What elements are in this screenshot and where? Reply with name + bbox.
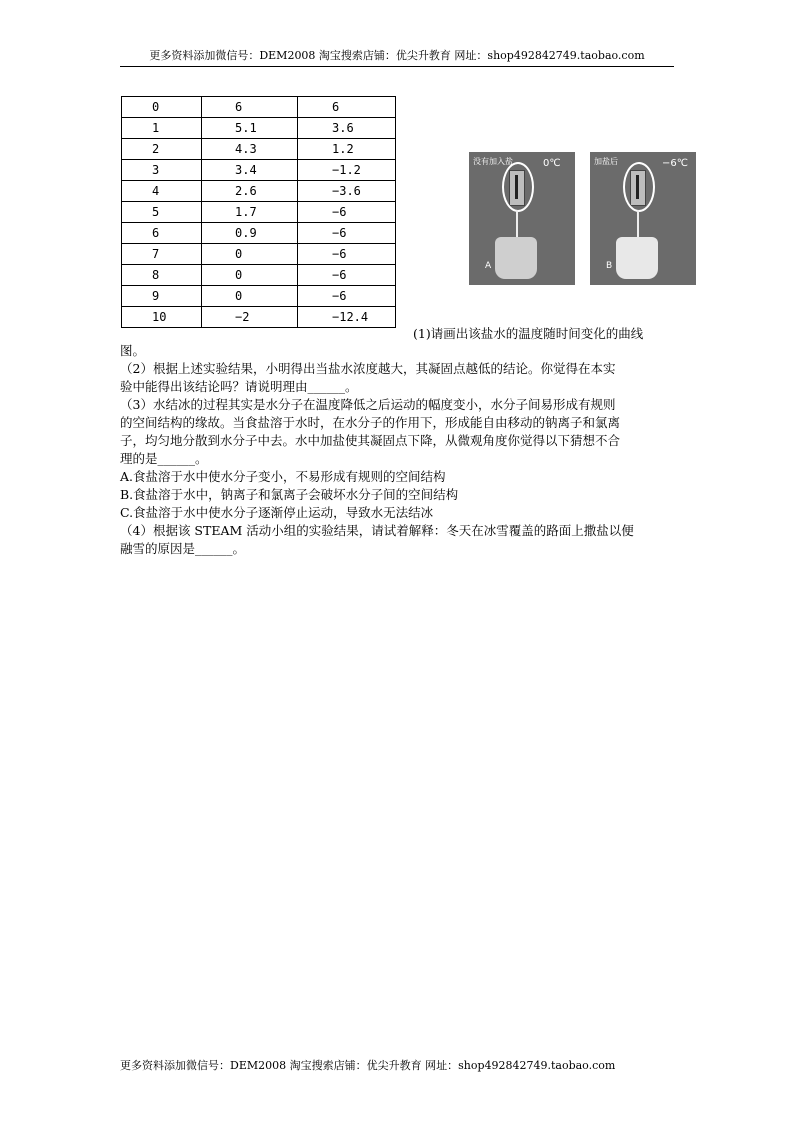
table-row bbox=[122, 139, 396, 160]
photo-b-letter: B bbox=[606, 261, 613, 271]
photo-a-label: 没有加入盐 bbox=[473, 157, 513, 166]
table-row bbox=[122, 118, 396, 139]
question-3-line3: 子，均匀地分散到水分子中去。水中加盐使其凝固点下降，从微观角度你觉得以下猜想不合 bbox=[120, 433, 621, 448]
table-row bbox=[122, 307, 396, 328]
table-cell: 6 bbox=[202, 97, 298, 118]
table-row bbox=[122, 202, 396, 223]
stir-rod bbox=[516, 210, 518, 240]
table-row bbox=[122, 223, 396, 244]
table-cell: 1 bbox=[122, 118, 202, 139]
question-4-line2: 融雪的原因是______。 bbox=[120, 541, 246, 556]
table-cell: 4.3 bbox=[202, 139, 298, 160]
question-1-cont: 图。 bbox=[120, 343, 146, 358]
question-1: (1)请画出该盐水的温度随时间变化的曲线 bbox=[413, 326, 644, 341]
table-row bbox=[122, 97, 396, 118]
question-2-line1: （2）根据上述实验结果，小明得出当盐水浓度越大，其凝固点越低的结论。你觉得在本实 bbox=[120, 361, 616, 376]
table-cell: −6 bbox=[298, 202, 396, 223]
table-cell: 0 bbox=[122, 97, 202, 118]
stir-rod bbox=[637, 210, 639, 240]
table-cell: 3 bbox=[122, 160, 202, 181]
photo-a-letter: A bbox=[485, 261, 492, 271]
photo-with-salt bbox=[590, 152, 696, 285]
table-cell: −6 bbox=[298, 286, 396, 307]
question-3-line1: （3）水结冰的过程其实是水分子在温度降低之后运动的幅度变小，水分子间易形成有规则 bbox=[120, 397, 616, 412]
photo-b-label: 加盐后 bbox=[594, 157, 618, 166]
table-cell: −6 bbox=[298, 265, 396, 286]
table-cell: −6 bbox=[298, 223, 396, 244]
option-b: B.食盐溶于水中，钠离子和氯离子会破坏水分子间的空间结构 bbox=[120, 487, 459, 502]
table-cell: 3.4 bbox=[202, 160, 298, 181]
table-cell: 6 bbox=[122, 223, 202, 244]
table-cell: 3.6 bbox=[298, 118, 396, 139]
table-cell: 5.1 bbox=[202, 118, 298, 139]
table-row bbox=[122, 160, 396, 181]
table-cell: 2 bbox=[122, 139, 202, 160]
cup-ice bbox=[616, 237, 658, 279]
question-2-line2: 验中能得出该结论吗？请说明理由______。 bbox=[120, 379, 358, 394]
option-a: A.食盐溶于水中使水分子变小，不易形成有规则的空间结构 bbox=[120, 469, 446, 484]
photo-without-salt bbox=[469, 152, 575, 285]
option-c: C.食盐溶于水中使水分子逐渐停止运动，导致水无法结冰 bbox=[120, 505, 434, 520]
table-cell: 2.6 bbox=[202, 181, 298, 202]
photo-a-temp: 0℃ bbox=[543, 158, 561, 169]
table-cell: 8 bbox=[122, 265, 202, 286]
question-3-line4: 理的是______。 bbox=[120, 451, 208, 466]
table-cell: 1.7 bbox=[202, 202, 298, 223]
table-cell: 5 bbox=[122, 202, 202, 223]
table-row bbox=[122, 181, 396, 202]
cup-ice bbox=[495, 237, 537, 279]
table-cell: 9 bbox=[122, 286, 202, 307]
page-header: 更多资料添加微信号：DEM2008 淘宝搜索店铺：优尖升教育 网址：shop492842749.taobao.com bbox=[120, 48, 674, 67]
table-cell: 10 bbox=[122, 307, 202, 328]
table-row bbox=[122, 265, 396, 286]
table-cell: 0.9 bbox=[202, 223, 298, 244]
table-cell: −1.2 bbox=[298, 160, 396, 181]
table-cell: 1.2 bbox=[298, 139, 396, 160]
question-3-line2: 的空间结构的缘故。当食盐溶于水时，在水分子的作用下，形成能自由移动的钠离子和氯离 bbox=[120, 415, 621, 430]
question-4-line1: （4）根据该 STEAM 活动小组的实验结果，请试着解释：冬天在冰雪覆盖的路面上撒盐以便 bbox=[120, 523, 634, 538]
table-cell: −12.4 bbox=[298, 307, 396, 328]
table-row bbox=[122, 286, 396, 307]
table-cell: −2 bbox=[202, 307, 298, 328]
highlight-circle bbox=[502, 162, 534, 212]
table-cell: 0 bbox=[202, 244, 298, 265]
temperature-table bbox=[121, 96, 396, 328]
table-cell: 4 bbox=[122, 181, 202, 202]
table-row bbox=[122, 244, 396, 265]
table-cell: 7 bbox=[122, 244, 202, 265]
photo-b-temp: −6℃ bbox=[662, 158, 688, 169]
table-cell: 6 bbox=[298, 97, 396, 118]
table-cell: −3.6 bbox=[298, 181, 396, 202]
highlight-circle bbox=[623, 162, 655, 212]
table-cell: 0 bbox=[202, 286, 298, 307]
table-cell: −6 bbox=[298, 244, 396, 265]
table-cell: 0 bbox=[202, 265, 298, 286]
page-footer: 更多资料添加微信号：DEM2008 淘宝搜索店铺：优尖升教育 网址：shop492842749.taobao.com bbox=[120, 1059, 616, 1072]
